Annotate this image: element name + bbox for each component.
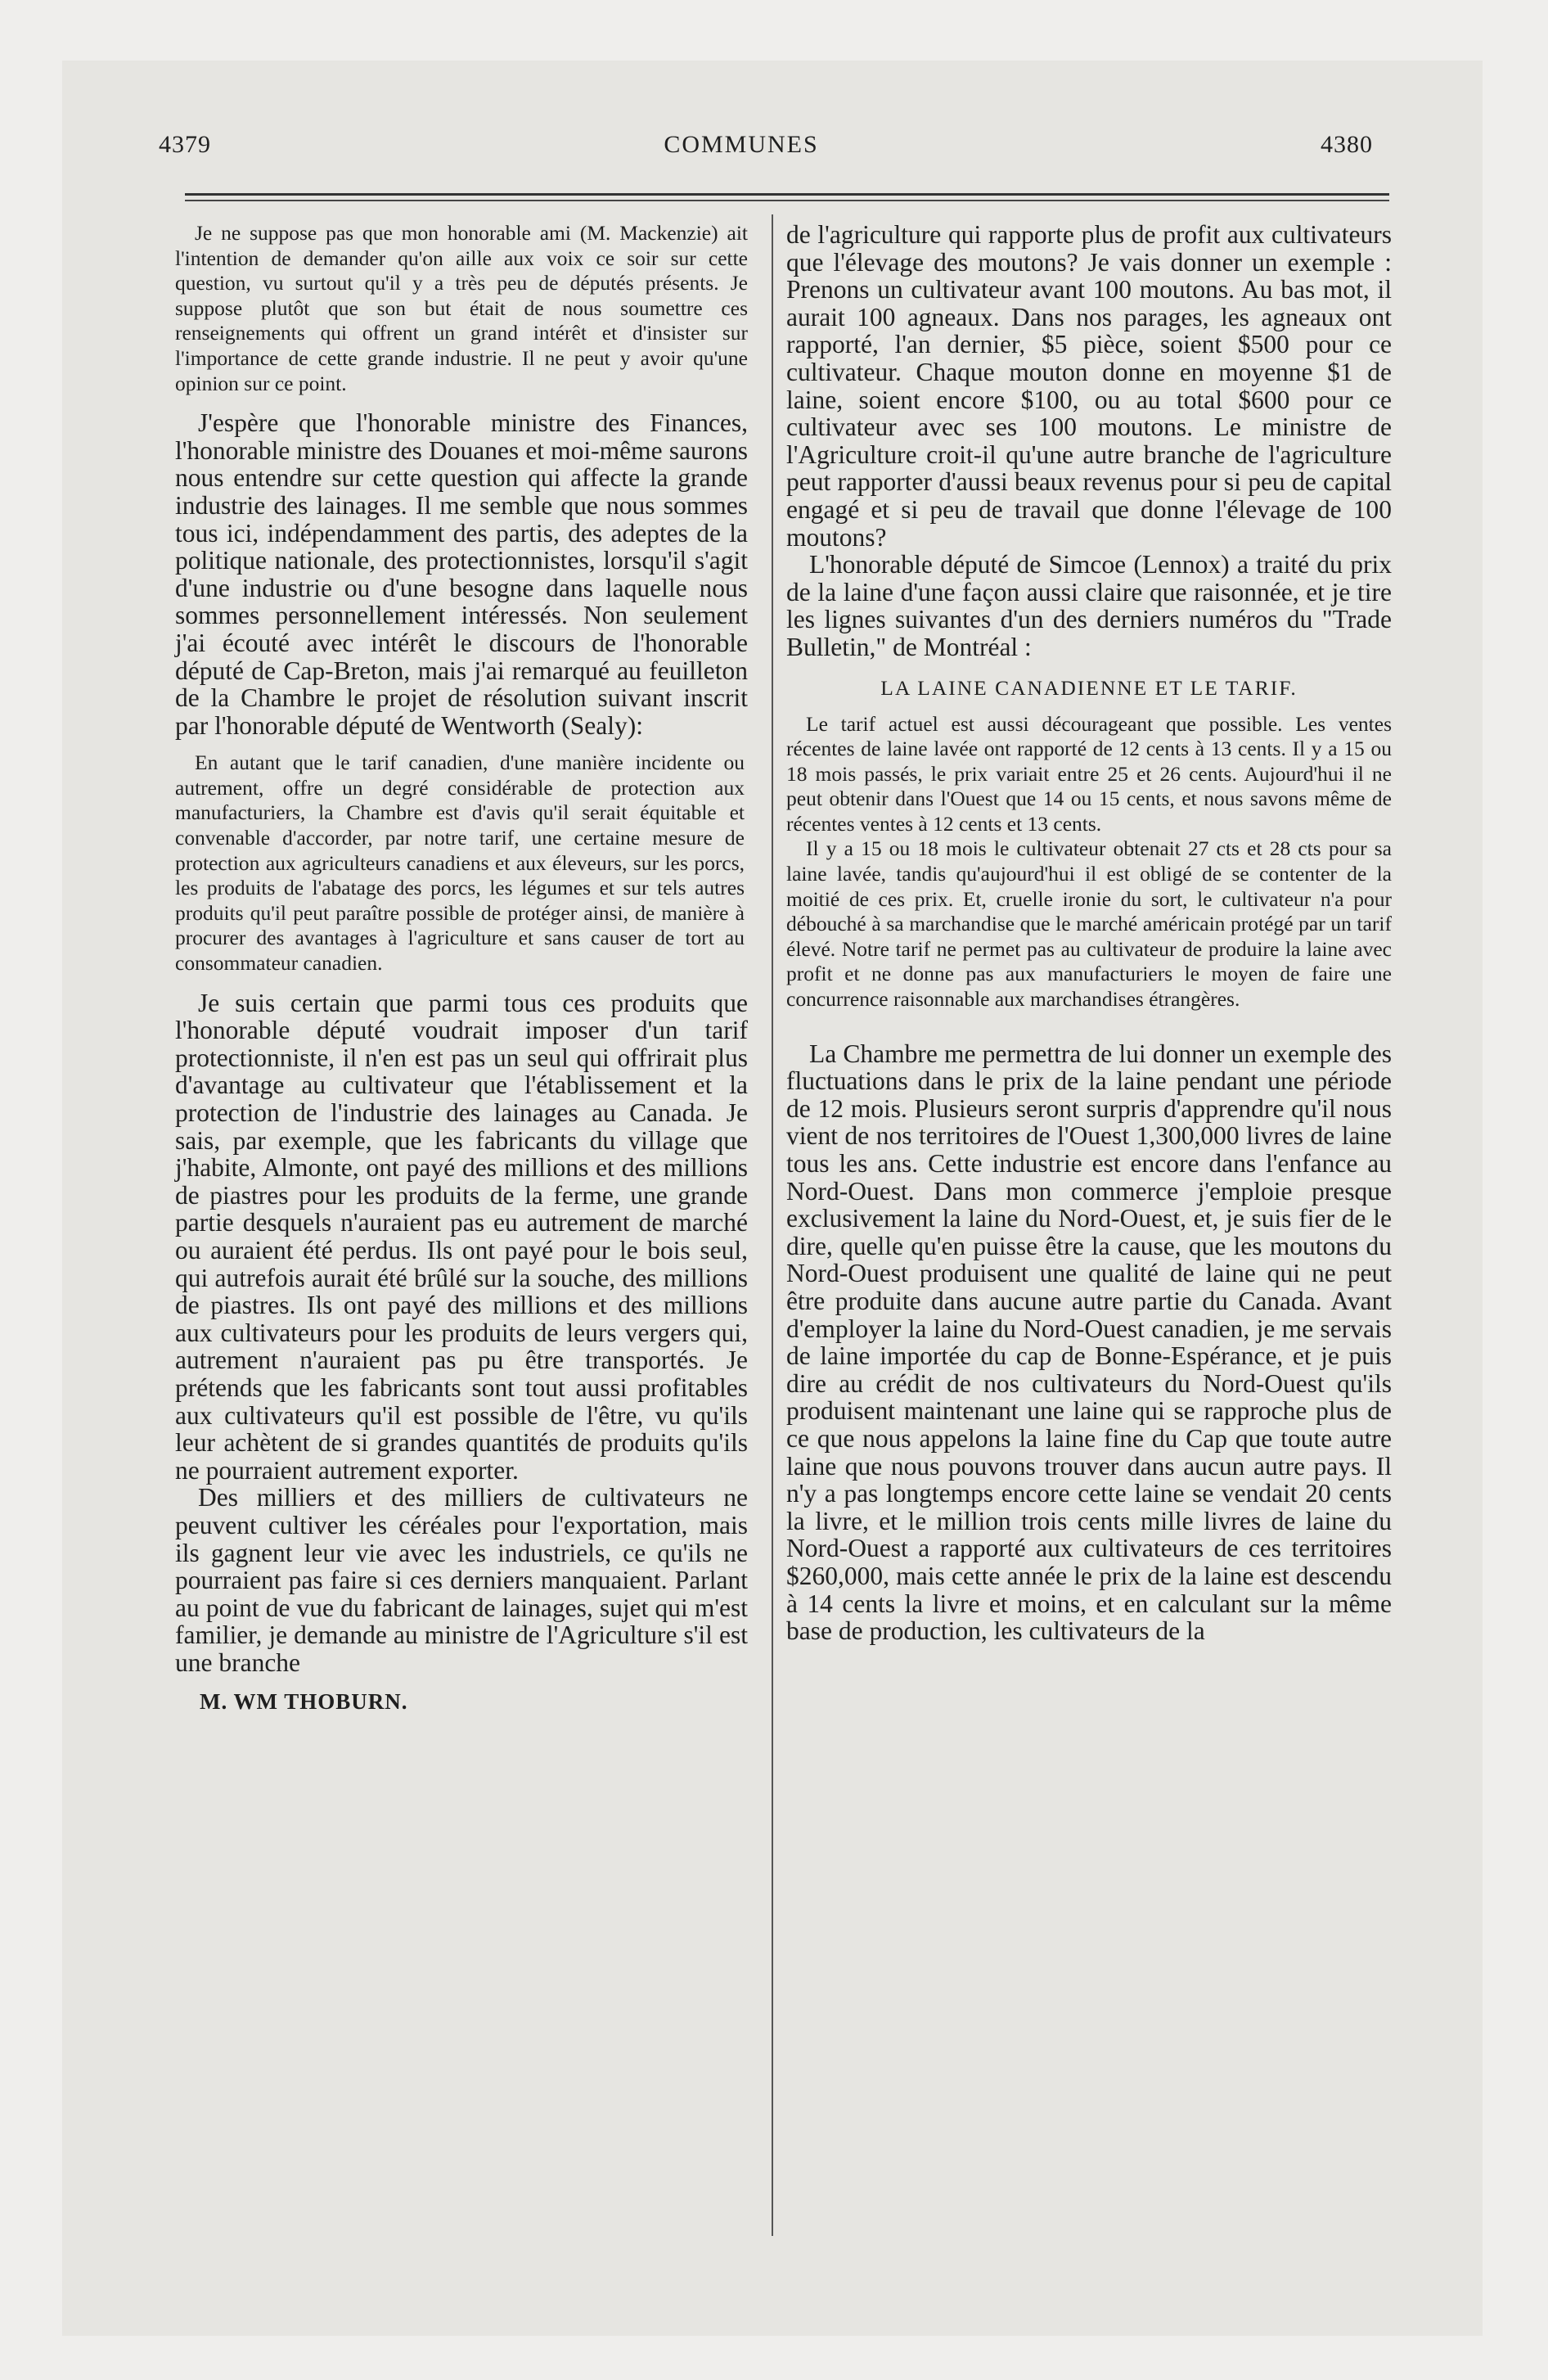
- paragraph: de l'agriculture qui rapporte plus de profit aux cultivateurs que l'élevage des moutons? Je vais donner un exemple : Prenons un cultivateur avant 100 moutons. Au bas mot, il aurait 100 agneaux. Dans nos parages, les agneaux ont rapporté, l'an dernier, $5 pièce, soient $500 pour ce cultivateur. Chaque mouton donne en moyenne $1 de laine, soient encore $100, ou au total $600 pour ce cultivateur avec ses 100 moutons. Le ministre de l'Agriculture croit-il qu'une autre branche de l'agriculture peut rapporter d'aussi beaux revenus pour si peu de capital engagé et si peu de travail que donne l'élevage de 100 moutons?: [786, 220, 1392, 552]
- paragraph: Je suis certain que parmi tous ces produits que l'honorable député voudrait imposer d'un tarif protectionniste, il n'en est pas un seul qui offrirait plus d'avantage au cultivateur que l'établissement et la protection de l'industrie des lainages au Canada. Je sais, par exemple, que les fabricants du village que j'habite, Almonte, ont payé des millions et des millions de piastres pour les produits de la ferme, une grande partie desquels n'auraient pas eu autrement de marché ou auraient été perdus. Ils ont payé pour le bois seul, qui autrefois aurait été brûlé sur la souche, des millions de piastres. Ils ont payé des millions et des millions aux cultivateurs pour les produits de leurs vergers qui, autrement n'auraient pas pu être transportés. Je prétends que les fabricants sont tout aussi profitables aux cultivateurs qu'il est possible de l'être, vu qu'ils leur achètent de si grandes quantités de produits qu'ils ne pourraient autrement exporter.: [175, 988, 748, 1485]
- page-header: [93, 131, 1389, 172]
- page-number-left: 4379: [159, 131, 211, 158]
- page-number-right: 4380: [1321, 131, 1373, 158]
- paragraph: Je ne suppose pas que mon honorable ami (M. Mackenzie) ait l'intention de demander qu'on aille aux voix ce soir sur cette question, vu surtout qu'il y a très peu de députés présents. Je suppose plutôt que son but était de nous soumettre ces renseignements qui offrent un grand intérêt et d'insister sur l'importance de cette grande industrie. Il ne peut y avoir qu'une opinion sur ce point.: [175, 221, 748, 395]
- left-column: [175, 221, 748, 1715]
- running-title: COMMUNES: [664, 131, 819, 158]
- paragraph: La Chambre me permettra de lui donner un exemple des fluctuations dans le prix de la laine pendant une période de 12 mois. Plusieurs seront surpris d'apprendre qu'il nous vient de nos territoires de l'Ouest 1,300,000 livres de laine tous les ans. Cette industrie est encore dans l'enfance au Nord-Ouest. Dans mon commerce j'emploie presque exclusivement la laine du Nord-Ouest, et, je suis fier de le dire, quelle qu'en puisse être la cause, que les moutons du Nord-Ouest produisent une qualité de laine qui ne peut être produite dans aucune autre partie du Canada. Avant d'employer la laine du Nord-Ouest canadien, je me servais de laine importée du cap de Bonne-Espérance, et je puis dire au crédit de nos cultivateurs du Nord-Ouest qu'ils produisent maintenant une laine qui se rapproche plus de ce que nous appelons la laine fine du Cap que toute autre laine que nous pouvons trouver dans aucun autre pays. Il n'y a pas longtemps encore cette laine se vendait 20 cents la livre, et le million trois cents mille livres de laine du Nord-Ouest a rapporté aux cultivateurs de ces territoires $260,000, mais cette année le prix de la laine est descendu à 14 cents la livre et moins, et en calculant sur la même base de production, les cultivateurs de la: [786, 1039, 1392, 1646]
- header-rule-top: [185, 193, 1389, 196]
- speaker-signature: M. WM THOBURN.: [200, 1689, 408, 1715]
- paragraph: Des milliers et des milliers de cultivateurs ne peuvent cultiver les céréales pour l'exportation, mais ils gagnent leur vie avec les industriels, ce qu'ils ne pourraient pas faire si ces derniers manquaient. Parlant au point de vue du fabricant de lainages, sujet qui m'est familier, je demande au ministre de l'Agriculture s'il est une branche: [175, 1483, 748, 1677]
- quoted-resolution: En autant que le tarif canadien, d'une manière incidente ou autrement, offre un degré considérable de protection aux manufacturiers, la Chambre est d'avis qu'il serait équitable et convenable d'accorder, par notre tarif, une certaine mesure de protection aux agriculteurs canadiens et aux éleveurs, sur les porcs, les produits de l'abatage des porcs, les légumes et sur tels autres produits qu'il peut paraître possible de protéger ainsi, de manière à procurer des avantages à l'agriculture et sans causer de tort au consommateur canadien.: [175, 751, 745, 976]
- paragraph: J'espère que l'honorable ministre des Finances, l'honorable ministre des Douanes et moi-même saurons nous entendre sur cette question qui affecte la grande industrie des lainages. Il me semble que nous sommes tous ici, indépendamment des partis, des adeptes de la politique nationale, des protectionnistes, lorsqu'il s'agit d'une industrie ou d'une besogne dans laquelle nous sommes personnellement intéressés. Non seulement j'ai écouté avec intérêt le discours de l'honorable député de Cap-Breton, mais j'ai remarqué au feuilleton de la Chambre le projet de résolution suivant inscrit par l'honorable député de Wentworth (Sealy):: [175, 408, 748, 740]
- header-rule-bottom: [185, 200, 1389, 201]
- paragraph: L'honorable député de Simcoe (Lennox) a traité du prix de la laine d'une façon aussi claire que raisonnée, et je tire les lignes suivantes d'un des derniers numéros du "Trade Bulletin," de Montréal :: [786, 550, 1392, 661]
- quoted-paragraph: Il y a 15 ou 18 mois le cultivateur obtenait 27 cts et 28 cts pour sa laine lavée, tandis qu'aujourd'hui il est obligé de se contenter de la moitié de ces prix. Et, cruelle ironie du sort, le cultivateur n'a pour débouché à sa marchandise que le marché américain protégé par un tarif élevé. Notre tarif ne permet pas au cultivateur de produire la laine avec profit et ne donne pas aux manufacturiers le moyen de faire une concurrence raisonnable aux marchandises étrangères.: [786, 836, 1392, 1012]
- column-divider: [772, 214, 773, 2236]
- section-title: LA LAINE CANADIENNE ET LE TARIF.: [880, 675, 1298, 700]
- quoted-paragraph: Le tarif actuel est aussi décourageant que possible. Les ventes récentes de laine lavée ont rapporté de 12 cents à 13 cents. Il y a 15 ou 18 mois passés, le prix variait entre 25 et 26 cents. Aujourd'hui il ne peut obtenir dans l'Ouest que 14 ou 15 cents, et nous savons même de récentes ventes à 12 cents et 13 cents.: [786, 711, 1392, 836]
- right-column: [786, 221, 1392, 1645]
